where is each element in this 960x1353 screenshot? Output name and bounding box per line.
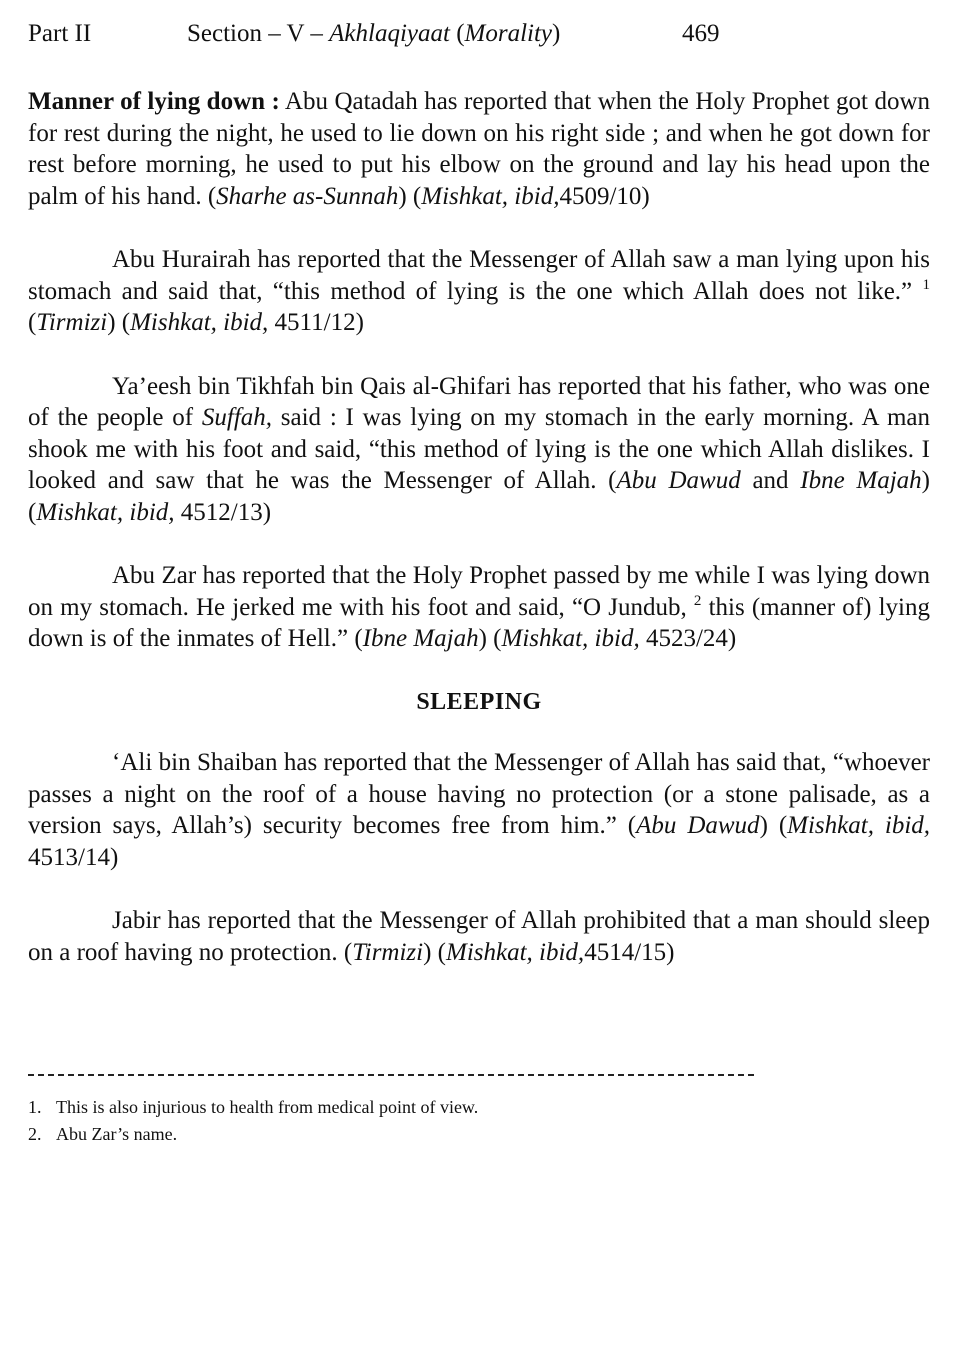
paragraph-text: Abu Zar has reported that the Holy Prophet passed by me while I was lying down on my stomach. He jerked me with his foot and said, “O Jundub, (28, 562, 930, 621)
citation-ref: Tirmizi (352, 938, 424, 966)
citation-ref: Abu Dawud (616, 467, 741, 494)
citation-ref: Tirmizi (36, 309, 108, 336)
paragraph-text: Ya’eesh bin Tikhfah bin Qais al-Ghifari has reported that his father, who was one of the people of (28, 372, 930, 431)
citation-number: 4513/14) (28, 843, 119, 871)
paragraph-text: ‘Ali bin Shaiban has reported that the Messenger of Allah has said that, “whoever passes a night on the roof of a house having no protection (or a stone palisade, as a version says, Allah’s) security becomes free from him.” ( (28, 749, 930, 839)
paragraph-abu-zar (28, 560, 930, 655)
paragraph-text: this (manner of) lying down is of the inmates of Hell.” ( (28, 593, 931, 652)
footnote-marker: 1 (922, 276, 930, 293)
body-text (28, 86, 930, 1000)
citation-ref: Mishkat, ibid, (130, 309, 269, 336)
footnote-item (28, 1121, 828, 1148)
citation-sep: ) ( (398, 182, 422, 210)
header-section-paren: Morality (464, 20, 553, 47)
citation-number: 4511/12) (268, 309, 364, 336)
paragraph-jabir (28, 905, 930, 968)
italic-term: Suffah, (201, 404, 273, 431)
citation-number: 4509/10) (559, 182, 650, 210)
citation-sep: ) ( (423, 938, 446, 966)
header-section: Section – V – Akhlaqiyaat (Morality) (187, 20, 561, 47)
citation-sep: ) ( (478, 625, 502, 652)
page-number: 469 (682, 20, 720, 47)
citation-sep: ) ( (28, 467, 930, 526)
footnote-text: This is also injurious to health from medical point of view. (56, 1097, 479, 1117)
citation-ref: Mishkat, ibid, (421, 182, 560, 210)
footnote-divider (28, 1074, 754, 1076)
paragraph-text: Abu Hurairah has reported that the Messenger of Allah saw a man lying upon his stomach and said that, “this method of lying is the one which Allah does not like.” (28, 246, 930, 305)
header-section-title: Akhlaqiyaat (329, 20, 450, 47)
header-part: Part II (28, 20, 92, 47)
footnotes (28, 1094, 828, 1148)
citation-ref: Mishkat, ibid, (446, 938, 585, 966)
paragraph-abu-hurairah (28, 244, 930, 339)
footnote-number: 2. (28, 1124, 42, 1144)
citation-sep: ) ( (107, 309, 131, 336)
section-heading: SLEEPING (416, 688, 542, 715)
citation-number: 4523/24) (639, 625, 737, 652)
paragraph-text: Abu Qatadah has reported that when the Holy Prophet got down for rest during the night, he used to lie down on his right side ; and when he got down for rest before morning, he used to put his elbow on the ground and lay his head upon the palm of his hand. ( (28, 88, 931, 210)
paragraph-text: Jabir has reported that the Messenger of Allah prohibited that a man should sleep on a roof having no protection. ( (28, 907, 930, 966)
footnote-number: 1. (28, 1097, 42, 1117)
citation-sep: ( (28, 309, 37, 336)
footnote-item (28, 1094, 828, 1121)
paragraph-ali-bin-shaiban (28, 747, 930, 873)
header-section-prefix: Section – V – (187, 20, 330, 47)
citation-ref: Mishkat, ibid, (787, 812, 931, 839)
footnote-marker: 2 (693, 592, 702, 609)
citation-ref: Mishkat, ibid, (36, 498, 175, 526)
citation-number: 4514/15) (584, 938, 675, 966)
citation-ref: Ibne Majah (800, 467, 922, 494)
citation-ref: Abu Dawud (636, 812, 760, 839)
citation-ref: Ibne Majah (362, 625, 479, 652)
footnote-text: Abu Zar’s name. (56, 1124, 178, 1144)
paragraph-yaeesh (28, 371, 930, 529)
citation-sep: and (740, 467, 801, 494)
paragraph-manner-of-lying-down (28, 86, 930, 212)
citation-sep: ) ( (759, 812, 788, 839)
paragraph-text: said : I was lying on my stomach in the early morning. A man shook me with his foot and said, “this method of lying is the one which Allah dislikes. I looked and saw that he was the Messenger of Allah. ( (28, 404, 930, 494)
paragraph-lead: Manner of lying down : (28, 88, 280, 115)
citation-ref: Sharhe as-Sunnah (216, 182, 399, 210)
running-header (28, 20, 928, 54)
citation-ref: Mishkat, ibid, (501, 625, 640, 652)
citation-number: 4512/13) (174, 498, 272, 526)
